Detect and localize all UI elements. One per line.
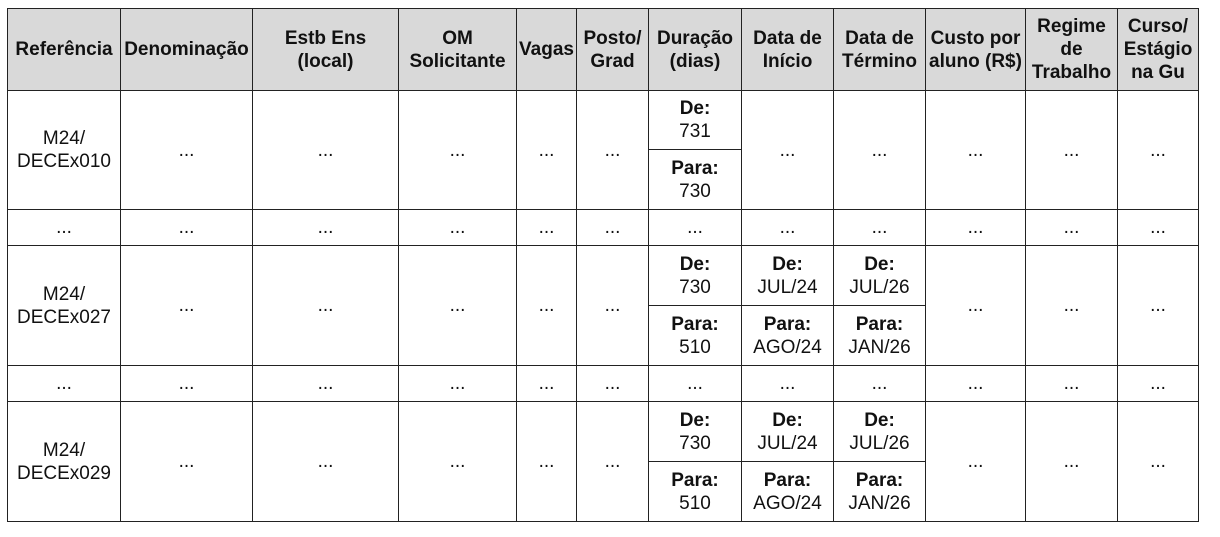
- cell-ellipsis: ...: [577, 366, 649, 402]
- cell-ellipsis: ...: [253, 210, 399, 246]
- cell-ellipsis: ...: [742, 366, 834, 402]
- cell-ellipsis: ...: [834, 366, 926, 402]
- cell-regime: ...: [1026, 246, 1118, 366]
- cell-denominacao: ...: [121, 402, 253, 522]
- cell-posto-grad: ...: [577, 246, 649, 366]
- courses-table: [7, 8, 1199, 522]
- cell-estb-ens: ...: [253, 246, 399, 366]
- header-estb-ens: Estb Ens (local): [253, 9, 399, 91]
- cell-ellipsis: ...: [1026, 210, 1118, 246]
- header-custo: Custo por aluno (R$): [926, 9, 1026, 91]
- header-posto-grad: Posto/ Grad: [577, 9, 649, 91]
- cell-ellipsis: ...: [517, 366, 577, 402]
- header-row: [8, 9, 1199, 91]
- cell-om-solicitante: ...: [399, 246, 517, 366]
- cell-regime: ...: [1026, 91, 1118, 210]
- cell-vagas: ...: [517, 91, 577, 210]
- cell-data-termino-from: De: JUL/26: [834, 402, 926, 462]
- cell-curso: ...: [1118, 246, 1199, 366]
- cell-ellipsis: ...: [577, 210, 649, 246]
- cell-om-solicitante: ...: [399, 402, 517, 522]
- cell-ellipsis: ...: [926, 366, 1026, 402]
- cell-denominacao: ...: [121, 246, 253, 366]
- cell-referencia: M24/ DECEx027: [8, 246, 121, 366]
- header-curso: Curso/ Estágio na Gu: [1118, 9, 1199, 91]
- cell-data-inicio-from: De: JUL/24: [742, 402, 834, 462]
- cell-data-termino: ...: [834, 91, 926, 210]
- cell-regime: ...: [1026, 402, 1118, 522]
- cell-ellipsis: ...: [649, 210, 742, 246]
- cell-ellipsis: ...: [399, 366, 517, 402]
- cell-ellipsis: ...: [1118, 210, 1199, 246]
- cell-vagas: ...: [517, 402, 577, 522]
- table-row: [8, 402, 1199, 462]
- cell-duracao-to: Para: 510: [649, 462, 742, 522]
- table-row-ellipsis: [8, 366, 1199, 402]
- cell-ellipsis: ...: [517, 210, 577, 246]
- header-denominacao: Denominação: [121, 9, 253, 91]
- cell-data-termino-to: Para: JAN/26: [834, 462, 926, 522]
- cell-curso: ...: [1118, 91, 1199, 210]
- cell-ellipsis: ...: [1026, 366, 1118, 402]
- table-row: [8, 246, 1199, 306]
- cell-posto-grad: ...: [577, 91, 649, 210]
- header-data-termino: Data de Término: [834, 9, 926, 91]
- cell-duracao-to: Para: 510: [649, 306, 742, 366]
- cell-posto-grad: ...: [577, 402, 649, 522]
- cell-ellipsis: ...: [399, 210, 517, 246]
- header-regime: Regime de Trabalho: [1026, 9, 1118, 91]
- cell-duracao-from: De: 731: [649, 91, 742, 150]
- cell-ellipsis: ...: [253, 366, 399, 402]
- cell-om-solicitante: ...: [399, 91, 517, 210]
- table-row-ellipsis: [8, 210, 1199, 246]
- cell-duracao-from: De: 730: [649, 246, 742, 306]
- header-vagas: Vagas: [517, 9, 577, 91]
- header-duracao: Duração (dias): [649, 9, 742, 91]
- cell-data-inicio-to: Para: AGO/24: [742, 462, 834, 522]
- cell-estb-ens: ...: [253, 402, 399, 522]
- cell-ellipsis: ...: [834, 210, 926, 246]
- header-data-inicio: Data de Início: [742, 9, 834, 91]
- cell-ellipsis: ...: [926, 210, 1026, 246]
- cell-ellipsis: ...: [8, 210, 121, 246]
- cell-denominacao: ...: [121, 91, 253, 210]
- cell-ellipsis: ...: [8, 366, 121, 402]
- cell-ellipsis: ...: [121, 366, 253, 402]
- cell-ellipsis: ...: [649, 366, 742, 402]
- header-referencia: Referência: [8, 9, 121, 91]
- cell-data-termino-from: De: JUL/26: [834, 246, 926, 306]
- cell-estb-ens: ...: [253, 91, 399, 210]
- cell-duracao-from: De: 730: [649, 402, 742, 462]
- cell-data-inicio-from: De: JUL/24: [742, 246, 834, 306]
- table-row: [8, 91, 1199, 150]
- header-om-solicitante: OM Solicitante: [399, 9, 517, 91]
- cell-ellipsis: ...: [121, 210, 253, 246]
- cell-custo: ...: [926, 91, 1026, 210]
- cell-referencia: M24/ DECEx029: [8, 402, 121, 522]
- cell-data-inicio: ...: [742, 91, 834, 210]
- cell-custo: ...: [926, 402, 1026, 522]
- cell-data-termino-to: Para: JAN/26: [834, 306, 926, 366]
- cell-custo: ...: [926, 246, 1026, 366]
- cell-curso: ...: [1118, 402, 1199, 522]
- cell-referencia: M24/ DECEx010: [8, 91, 121, 210]
- cell-ellipsis: ...: [742, 210, 834, 246]
- cell-ellipsis: ...: [1118, 366, 1199, 402]
- cell-duracao-to: Para: 730: [649, 150, 742, 210]
- cell-data-inicio-to: Para: AGO/24: [742, 306, 834, 366]
- cell-vagas: ...: [517, 246, 577, 366]
